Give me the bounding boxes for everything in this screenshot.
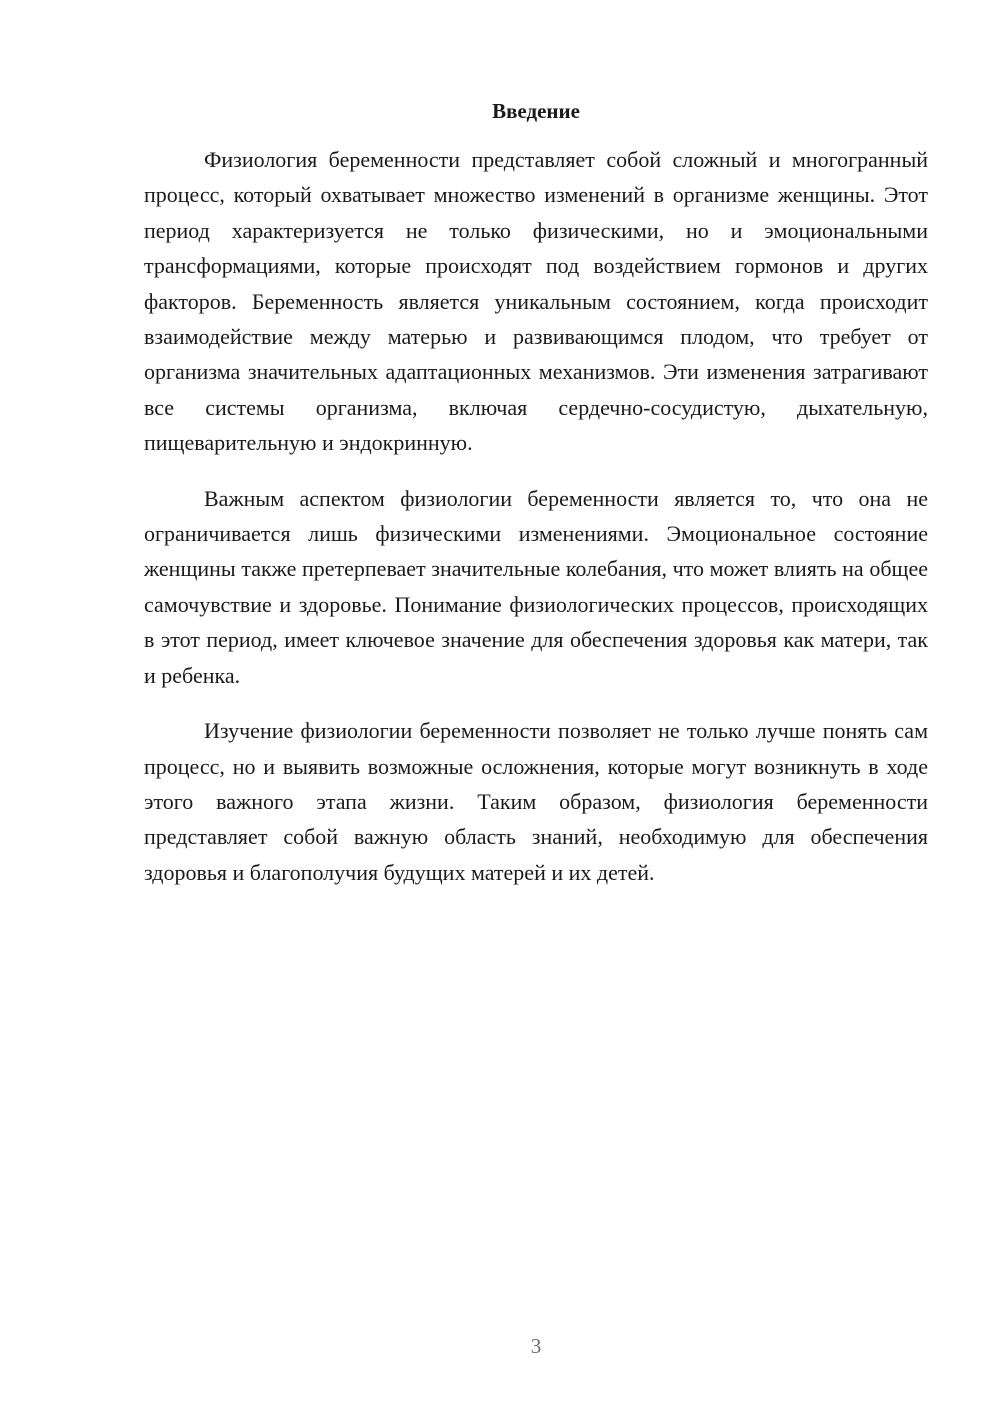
body-text [144, 142, 928, 890]
paragraph-1: Физиология беременности представляет собой сложный и многогранный процесс, который охватывает множество изменений в организме женщины. Этот период характеризуется не только физическими, но и эмоциональными трансформациями, которые происходят под воздействием гормонов и других факторов. Беременность является уникальным состоянием, когда происходит взаимодействие между матерью и развивающимся плодом, что требует от организма значительных адаптационных механизмов. Эти изменения затрагивают все системы организма, включая сердечно-сосудистую, дыхательную, пищеварительную и эндокринную. [144, 147, 928, 456]
paragraph-2: Важным аспектом физиологии беременности является то, что она не ограничивается лишь физическими изменениями. Эмоциональное состояние женщины также претерпевает значительные колебания, что может влиять на общее самочувствие и здоровье. Понимание физиологических процессов, происходящих в этот период, имеет ключевое значение для обеспечения здоровья как матери, так и ребенка. [144, 485, 928, 688]
paragraph-3: Изучение физиологии беременности позволяет не только лучше понять сам процесс, но и выявить возможные осложнения, которые могут возникнуть в ходе этого важного этапа жизни. Таким образом, физиология беременности представляет собой важную область знаний, необходимую для обеспечения здоровья и благополучия будущих матерей и их детей. [144, 718, 928, 885]
section-heading: Введение [492, 99, 580, 123]
page-number: 3 [530, 1334, 542, 1358]
